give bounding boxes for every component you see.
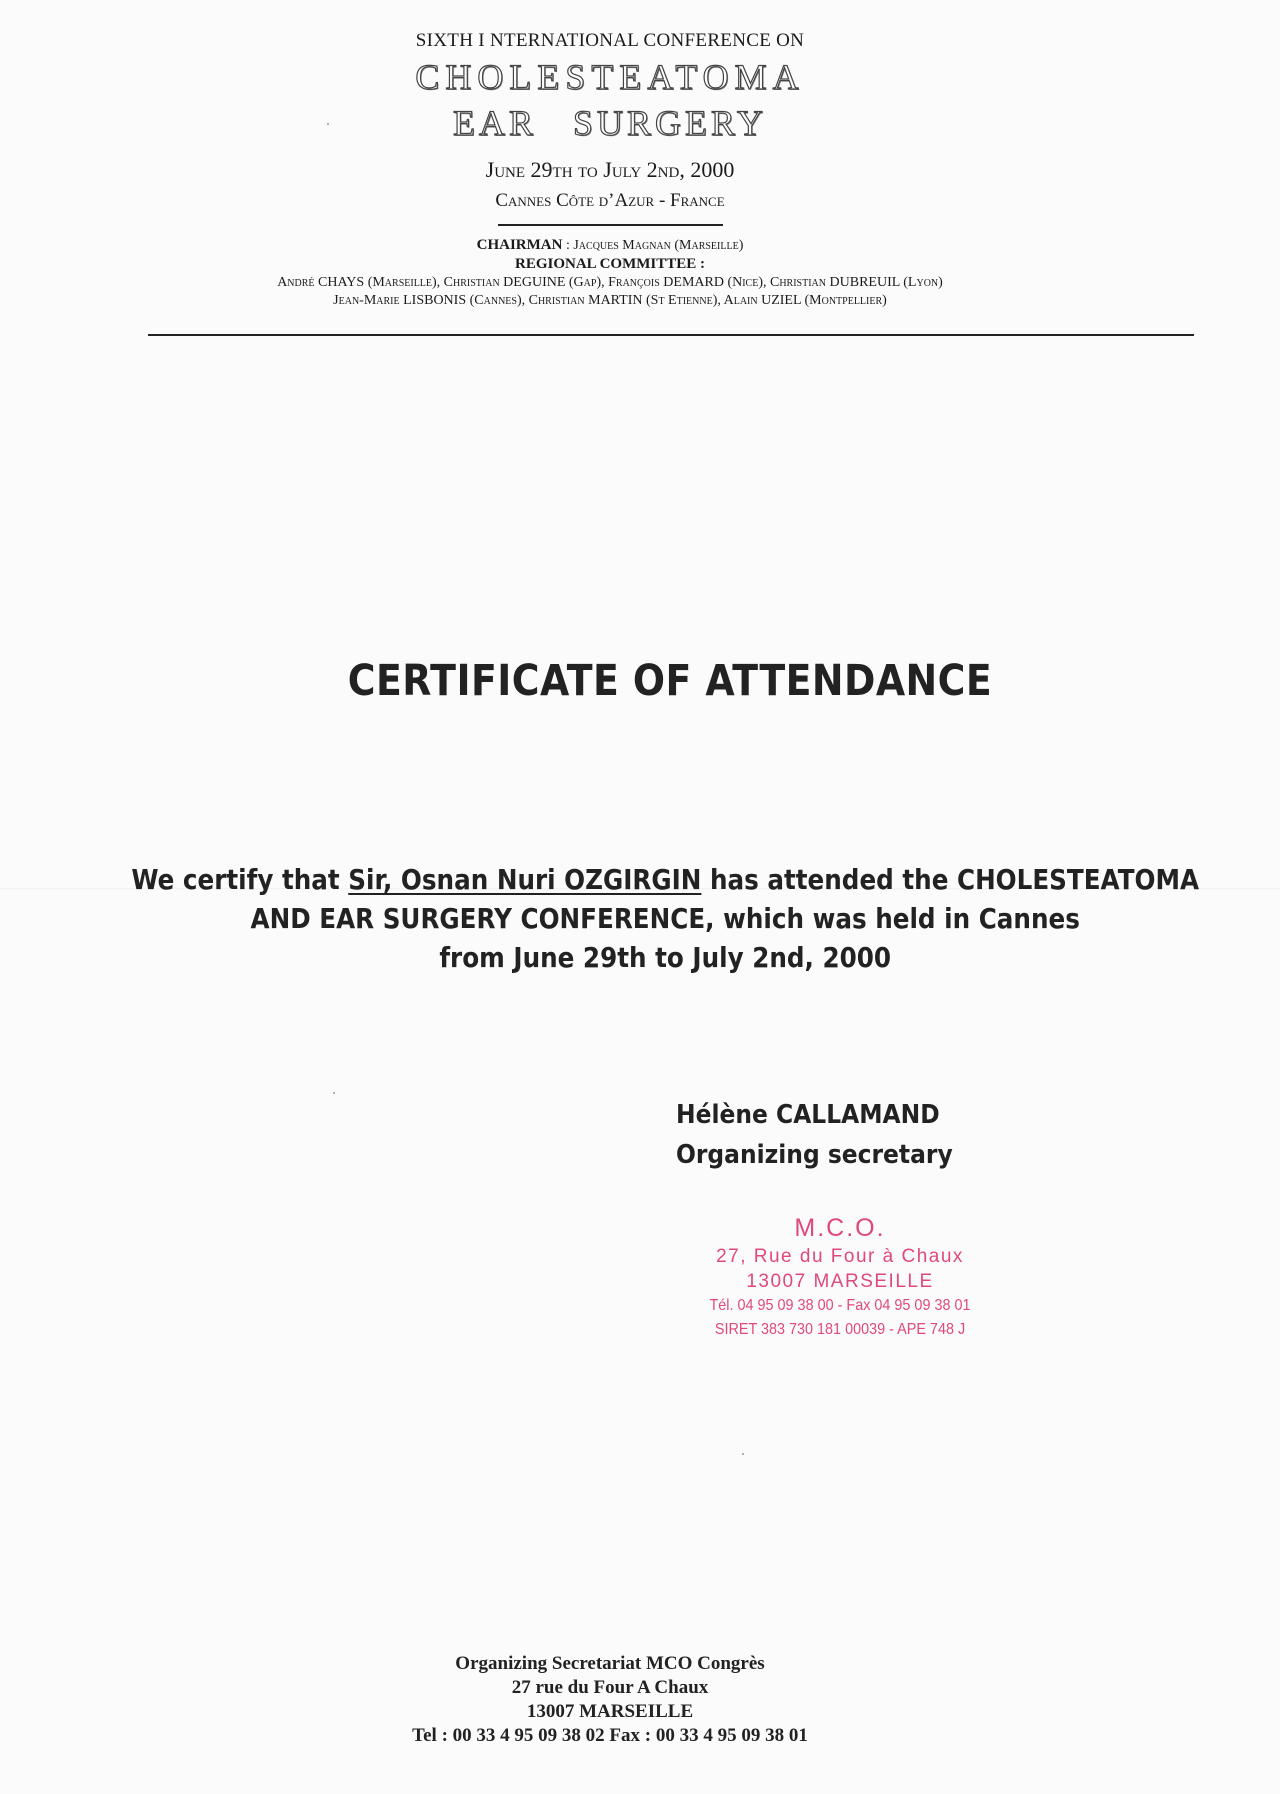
- attendee-name: Sir, Osnan Nuri OZGIRGIN: [348, 863, 702, 896]
- stamp-phone: Tél. 04 95 09 38 00 - Fax 04 95 09 38 01: [709, 1297, 971, 1314]
- committee-members-line-1: André CHAYS (Marseille), Christian DEGUINE (Gap), François DEMARD (Nice), Christian DUBREUIL (Lyon): [277, 275, 943, 290]
- conference-dates: June 29th to July 2nd, 2000: [485, 157, 735, 182]
- stamp-org: M.C.O.: [794, 1214, 886, 1242]
- statement-body: has attended the CHOLESTEATOMA AND EAR SURGERY CONFERENCE, which was held in Cannes: [250, 863, 1200, 935]
- footer-line-1: Organizing Secretariat MCO Congrès: [455, 1653, 765, 1674]
- footer-line-3: 13007 MARSEILLE: [526, 1701, 694, 1722]
- footer-address: [0, 1652, 1220, 1748]
- conference-location: Cannes Côte d’Azur - France: [495, 190, 725, 211]
- paper-speck: [333, 1092, 335, 1094]
- certificate-title: CERTIFICATE OF ATTENDANCE: [347, 656, 993, 706]
- conference-title-surgery: SURGERY: [572, 103, 768, 143]
- statement-dates: from June 29th to July 2nd, 2000: [439, 941, 892, 974]
- statement-intro: We certify that: [131, 863, 349, 896]
- conference-title-ear: EAR: [452, 103, 537, 143]
- paper-speck: [742, 1453, 744, 1455]
- footer-line-4: Tel : 00 33 4 95 09 38 02 Fax : 00 33 4 95 09 38 01: [412, 1725, 808, 1746]
- conference-ordinal-line: SIXTH I NTERNATIONAL CONFERENCE ON: [415, 30, 805, 51]
- chairman-line: [0, 236, 1220, 255]
- header-divider: [498, 224, 723, 226]
- organizer-stamp: [640, 1212, 1040, 1341]
- committee-members-line-2: Jean-Marie LISBONIS (Cannes), Christian MARTIN (St Etienne), Alain UZIEL (Montpellier): [333, 293, 887, 308]
- stamp-siret: SIRET 383 730 181 00039 - APE 748 J: [714, 1321, 966, 1338]
- certificate-statement: [111, 860, 1220, 977]
- stamp-city: 13007 MARSEILLE: [746, 1271, 934, 1292]
- conference-title-line-1: CHOLESTEATOMA: [415, 57, 805, 97]
- signer-block: [676, 1095, 953, 1175]
- chairman-name: : Jacques Magnan (Marseille): [565, 238, 744, 253]
- footer-line-2: 27 rue du Four A Chaux: [511, 1677, 709, 1698]
- letterhead-rule: [148, 334, 1194, 336]
- stamp-street: 27, Rue du Four à Chaux: [716, 1246, 964, 1267]
- committee-block: [0, 236, 1220, 310]
- regional-committee-label: REGIONAL COMMITTEE :: [514, 256, 706, 272]
- conference-title-line-2: [0, 100, 1220, 146]
- signer-role: Organizing secretary: [676, 1140, 953, 1170]
- paper-speck: [327, 123, 329, 125]
- signer-name: Hélène CALLAMAND: [676, 1100, 940, 1130]
- letterhead: [0, 30, 1220, 310]
- chairman-label: CHAIRMAN: [476, 237, 563, 253]
